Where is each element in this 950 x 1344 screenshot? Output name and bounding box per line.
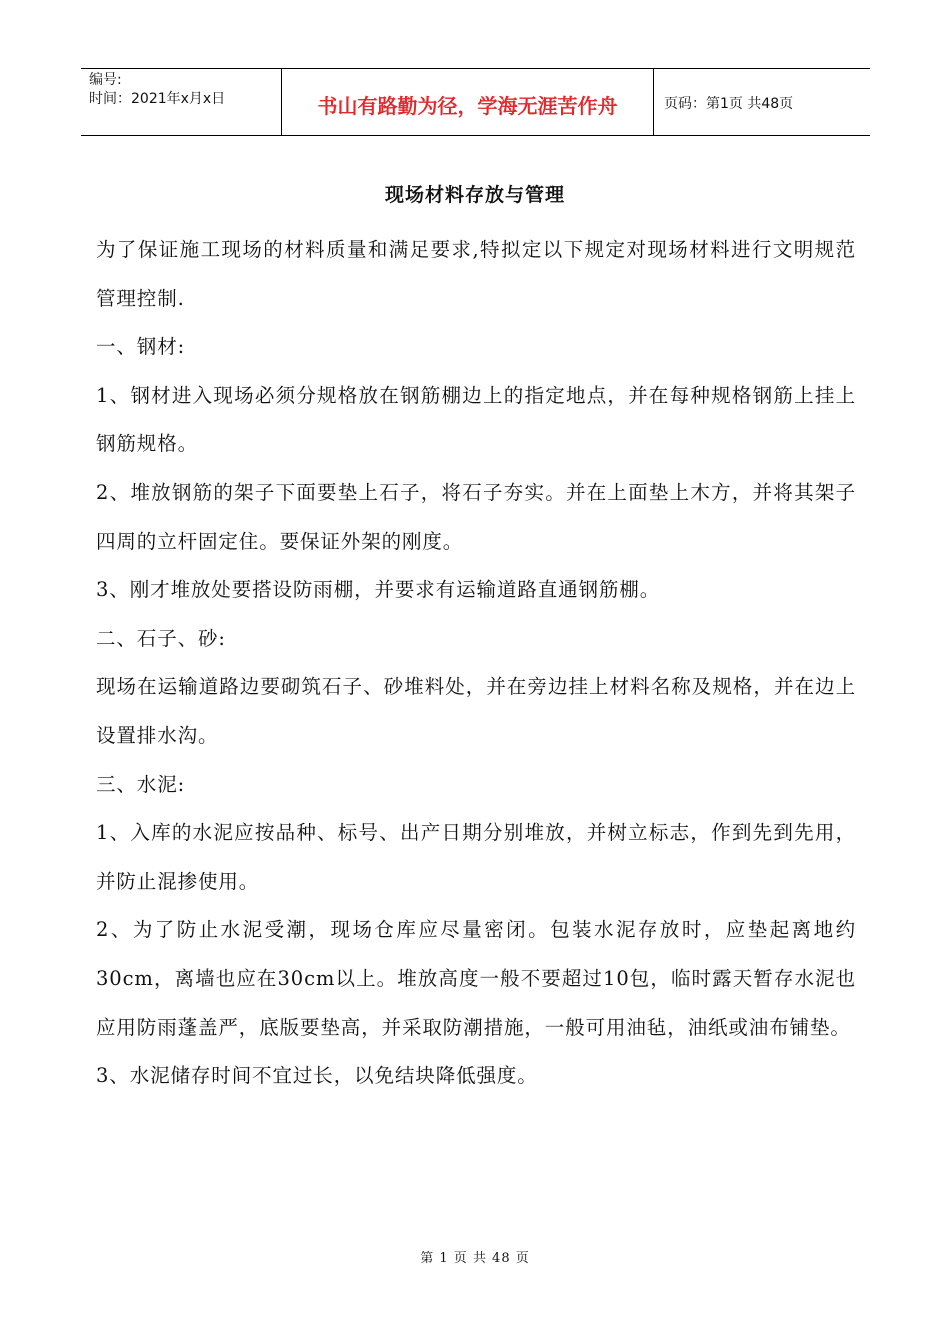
paragraph: 为了保证施工现场的材料质量和满足要求,特拟定以下规定对现场材料进行文明规范管理控制. bbox=[96, 238, 856, 310]
paragraph: 现场在运输道路边要砌筑石子、砂堆料处，并在旁边挂上材料名称及规格，并在边上设置排水沟。 bbox=[96, 675, 856, 747]
document-date-label: 时间：2021年x月x日 bbox=[89, 91, 226, 107]
section-heading: 三、水泥: bbox=[96, 772, 186, 796]
section-heading: 二、石子、砂: bbox=[96, 626, 226, 650]
document-number-label: 编号: bbox=[89, 72, 122, 88]
header-motto: 书山有路勤为径，学海无涯苦作舟 bbox=[282, 69, 654, 135]
paragraph: 2、为了防止水泥受潮，现场仓库应尽量密闭。包装水泥存放时，应垫起离地约30cm，离墙也应在30cm以上。堆放高度一般不要超过10包，临时露天暂存水泥也应用防雨蓬盖严，底版要垫高，并采取防潮措施，一般可用油毡，油纸或油布铺垫。 bbox=[96, 918, 856, 1039]
paragraph: 3、水泥储存时间不宜过长，以免结块降低强度。 bbox=[96, 1064, 538, 1088]
paragraph: 1、钢材进入现场必须分规格放在钢筋棚边上的指定地点，并在每种规格钢筋上挂上钢筋规格。 bbox=[96, 383, 856, 456]
paragraph: 2、堆放钢筋的架子下面要垫上石子，将石子夯实。并在上面垫上木方，并将其架子四周的立杆固定住。要保证外架的刚度。 bbox=[96, 480, 856, 553]
page-footer: 第 1 页 共 48 页 bbox=[420, 1251, 530, 1266]
section-heading: 一、钢材: bbox=[96, 335, 186, 359]
paragraph: 1、入库的水泥应按品种、标号、出产日期分别堆放，并树立标志，作到先到先用，并防止混掺使用。 bbox=[96, 821, 856, 893]
paragraph: 3、刚才堆放处要搭设防雨棚，并要求有运输道路直通钢筋棚。 bbox=[96, 578, 661, 602]
document-title: 现场材料存放与管理 bbox=[384, 184, 565, 206]
header-page-info: 页码：第1页 共48页 bbox=[664, 96, 794, 112]
document-body bbox=[96, 226, 856, 1101]
header-meta-cell bbox=[81, 69, 282, 135]
document-header bbox=[81, 68, 870, 136]
